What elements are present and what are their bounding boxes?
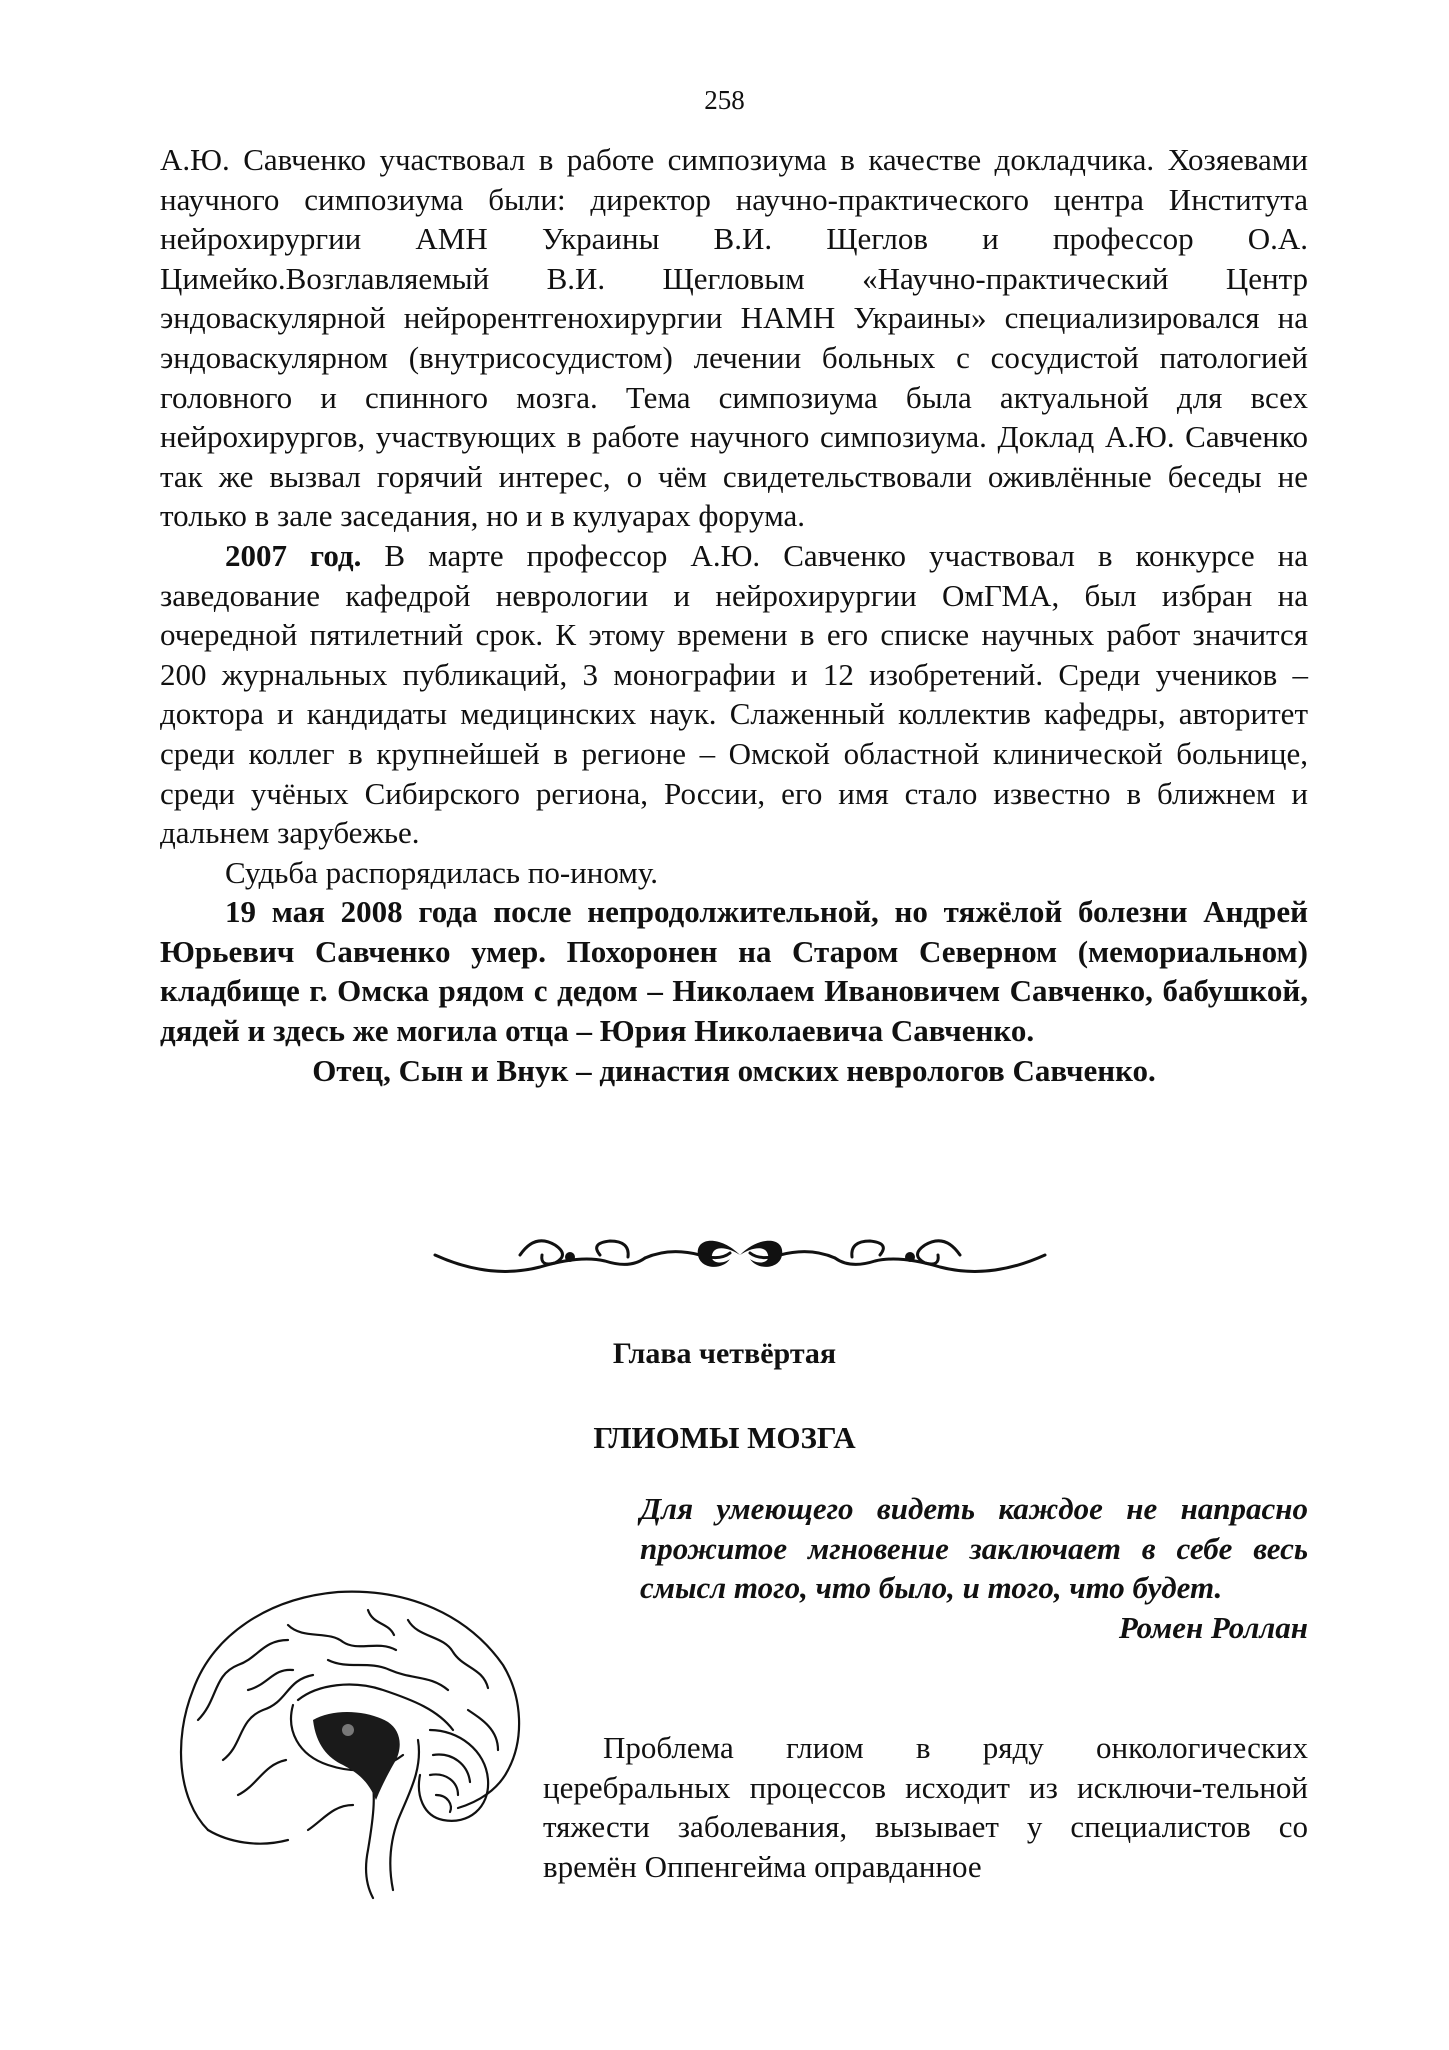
ornamental-divider-icon <box>430 1225 1050 1285</box>
epigraph <box>640 1489 1308 1647</box>
chapter-label: Глава четвёртая <box>612 1337 837 1370</box>
paragraph-fate: Судьба распорядилась по-иному. <box>225 854 659 890</box>
chapter-intro-text <box>543 1728 1308 1886</box>
paragraph-dynasty: Отец, Сын и Внук – династия омских неврологов Савченко. <box>312 1052 1156 1088</box>
body-text <box>160 140 1308 1090</box>
paragraph-glioma: Проблема глиом в ряду онкологических церебральных процессов исходит из исключи-тельной тяжести заболевания, вызывает у специалистов со времён Оппенгейма оправданное <box>543 1730 1308 1884</box>
page-number: 258 <box>704 85 745 115</box>
paragraph-2007-text: В марте профессор А.Ю. Савченко участвовал в конкурсе на заведование кафедрой неврологии и нейрохирургии ОмГМА, был избран на очередной пятилетний срок. К этому времени в его списке научных работ значится 200 журнальных публикаций, 3 монографии и 12 изобретений. Среди учеников – доктора и кандидаты медицинских наук. Слаженный коллектив кафедры, авторитет среди коллег в крупнейшей в регионе – Омской областной клинической больнице, среди учёных Сибирского региона, России, его имя стало известно в ближнем и дальнем зарубежье. <box>160 537 1309 851</box>
year-lead: 2007 год. <box>225 537 362 573</box>
epigraph-author: Ромен Роллан <box>1118 1609 1308 1645</box>
paragraph-symposium: А.Ю. Савченко участвовал в работе симпозиума в качестве докладчика. Хозяевами научного симпозиума были: директор научно-практического центра Института нейрохирургии АМН Украины В.И. Щеглов и профессор О.А. Цимейко.Возглавляемый В.И. Щегловым «Научно-практический Центр эндоваскулярной нейрорентгенохирургии НАМН Украины» специализировался на эндоваскулярном (внутрисосудистом) лечении больных с сосудистой патологией головного и спинного мозга. Тема симпозиума была актуальной для всех нейрохирургов, участвующих в работе научного симпозиума. Доклад А.Ю. Савченко так же вызвал горячий интерес, о чём свидетельствовали оживлённые беседы не только в зале заседания, но и в кулуарах форума. <box>160 142 1308 534</box>
paragraph-obituary: 19 мая 2008 года после непродолжительной, но тяжёлой болезни Андрей Юрьевич Савченко умер. Похоронен на Старом Северном (мемориальном) кладбище г. Омска рядом с дедом – Николаем Ивановичем Савченко, бабушкой, дядей и здесь же могила отца – Юрия Николаевича Савченко. <box>160 894 1308 1049</box>
epigraph-text: Для умеющего видеть каждое не напрасно прожитое мгновение заключает в себе весь смысл того, что было, и того, что будет. <box>640 1491 1308 1606</box>
paragraph-2007 <box>160 536 1308 853</box>
chapter-title: ГЛИОМЫ МОЗГА <box>593 1420 856 1455</box>
brain-illustration-icon <box>168 1580 528 1900</box>
